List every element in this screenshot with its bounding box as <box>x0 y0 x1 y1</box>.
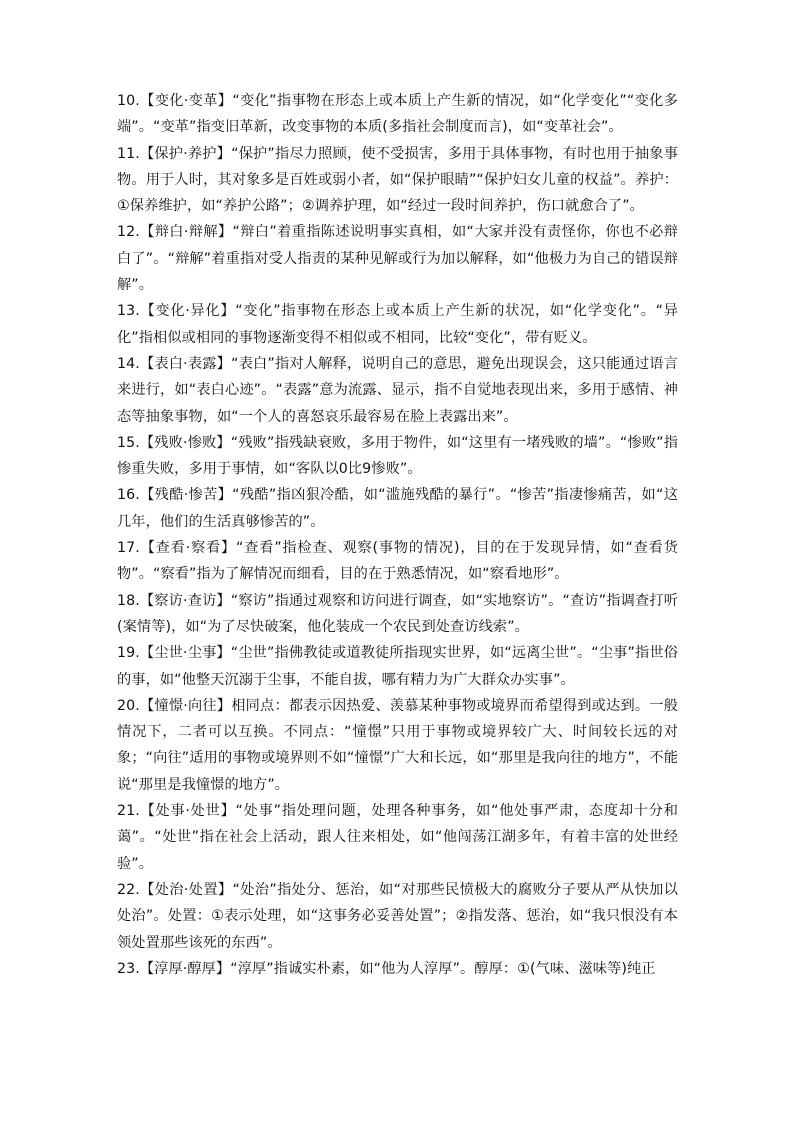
entry-19: 19.【尘世·尘事】“尘世”指佛教徒或道教徒所指现实世界，如“远离尘世”。“尘事”指世俗的事，如“他整天沉溺于尘事，不能自拔，哪有精力为广大群众办实事”。 <box>117 645 678 688</box>
entry-23: 23.【淳厚·醇厚】“淳厚”指诚实朴素，如“他为人淳厚”。醇厚：①(气味、滋味等)纯正 <box>117 960 656 977</box>
entry-18: 18.【察访·查访】“察访”指通过观察和访问进行调查，如“实地察访”。“查访”指调查打听(案情等)，如“为了尽快破案，他化装成一个农民到处查访线索”。 <box>117 592 678 635</box>
entry-13: 13.【变化·异化】“变化”指事物在形态上或本质上产生新的状况，如“化学变化”。“异化”指相似或相同的事物逐渐变得不相似或不相同，比较“变化”，带有贬义。 <box>117 303 678 346</box>
entry-14: 14.【表白·表露】“表白”指对人解释，说明自己的意思，避免出现误会，这只能通过语言来进行，如“表白心迹”。“表露”意为流露、显示，指不自觉地表现出来，多用于感情、神态等抽象事物，如“一个人的喜怒哀乐最容易在脸上表露出来”。 <box>117 355 678 425</box>
entry-21: 21.【处事·处世】“处事”指处理问题，处理各种事务，如“他处事严肃，态度却十分和蔼”。“处世”指在社会上活动，跟人往来相处，如“他闯荡江湖多年，有着丰富的处世经验”。 <box>117 803 678 872</box>
entry-10: 10.【变化·变革】“变化”指事物在形态上或本质上产生新的情况，如“化学变化”“变化多端”。“变革”指变旧革新，改变事物的本质(多指社会制度而言)，如“变革社会”。 <box>117 93 678 136</box>
document-body <box>117 88 678 982</box>
entry-22: 22.【处治·处置】“处治”指处分、惩治，如“对那些民愤极大的腐败分子要从严从快加以处治”。处置：①表示处理，如“这事务必妥善处置”；②指发落、惩治，如“我只恨没有本领处置那些该死的东西”。 <box>117 881 678 951</box>
entry-12: 12.【辩白·辩解】“辩白”着重指陈述说明事实真相，如“大家并没有责怪你，你也不必辩白了”。“辩解”着重指对受人指责的某种见解或行为加以解释，如“他极力为自己的错误辩解”。 <box>117 224 678 294</box>
entry-15: 15.【残败·惨败】“残败”指残缺衰败，多用于物件，如“这里有一堵残败的墙”。“惨败”指惨重失败，多用于事情，如“客队以0比9惨败”。 <box>117 434 678 478</box>
entry-17: 17.【查看·察看】“查看”指检查、观察(事物的情况)，目的在于发现异情，如“查看货物”。“察看”指为了解情况而细看，目的在于熟悉情况，如“察看地形”。 <box>117 540 678 583</box>
entry-20: 20.【憧憬·向往】相同点：都表示因热爱、羡慕某种事物或境界而希望得到或达到。一般情况下，二者可以互换。不同点：“憧憬”只用于事物或境界较广大、时间较长远的对象；“向往”适用的事物或境界则不如“憧憬”广大和长远，如“那里是我向往的地方”，不能说“那里是我憧憬的地方”。 <box>117 697 678 793</box>
entry-11: 11.【保护·养护】“保护”指尽力照顾，使不受损害，多用于具体事物，有时也用于抽象事物。用于人时，其对象多是百姓或弱小者，如“保护眼睛”“保护妇女儿童的权益”。养护：①保养维护，如“养护公路”；②调养护理，如“经过一段时间养护，伤口就愈合了”。 <box>117 145 678 215</box>
entry-16: 16.【残酷·惨苦】“残酷”指凶狠冷酷，如“滥施残酷的暴行”。“惨苦”指凄惨痛苦，如“这几年，他们的生活真够惨苦的”。 <box>117 487 678 530</box>
